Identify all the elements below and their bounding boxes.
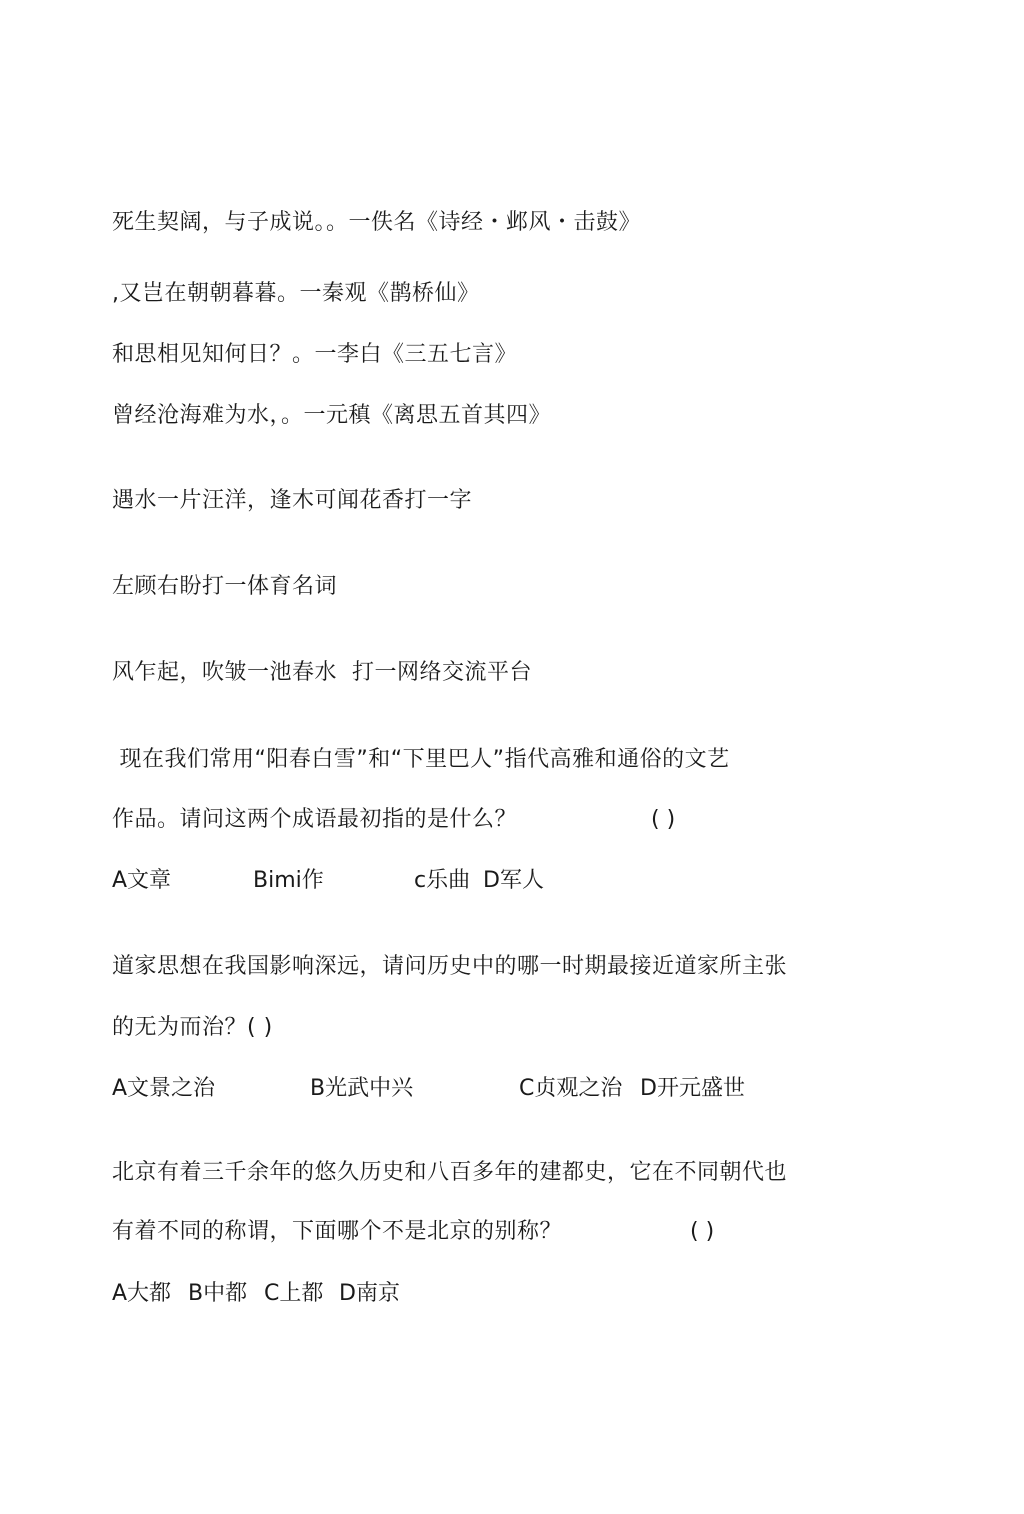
riddle-3: 风乍起，吹皱一池春水 打一网络交流平台 <box>112 660 532 685</box>
question-3-stem-line-1: 北京有着三千余年的悠久历史和八百多年的建都史，它在不同朝代也 <box>112 1160 788 1185</box>
poem-line-4: 曾经沧海难为水，。一元稹《离思五首其四》 <box>112 403 552 428</box>
question-2-option-a: A文景之治 <box>112 1076 216 1101</box>
question-1-options <box>112 866 872 896</box>
question-2-stem-line-1: 道家思想在我国影响深远，请问历史中的哪一时期最接近道家所主张 <box>112 954 788 979</box>
riddle-2: 左顾右盼打一体育名词 <box>112 574 338 599</box>
question-3-options <box>112 1279 872 1309</box>
question-2-options <box>112 1074 872 1104</box>
question-2-option-c: C贞观之治 <box>519 1076 623 1101</box>
question-1-stem-line-1: 现在我们常用“阳春白雪”和“下里巴人”指代高雅和通俗的文艺 <box>112 747 730 772</box>
question-3-answer-paren: ( ) <box>690 1219 715 1244</box>
question-1-option-d: D军人 <box>483 868 544 893</box>
question-3-option-c: C上都 <box>264 1281 324 1306</box>
question-1-option-b: Bimi作 <box>253 868 324 893</box>
question-3-option-d: D南京 <box>339 1281 400 1306</box>
poem-line-1: 死生契阔，与子成说。。一佚名《诗经・邺风・击鼓》 <box>112 210 642 235</box>
question-1-stem-line-2: 作品。请问这两个成语最初指的是什么？ <box>112 807 518 832</box>
question-3-stem-line-2: 有着不同的称谓，下面哪个不是北京的别称？ <box>112 1219 563 1244</box>
question-1-option-c: c乐曲 <box>414 868 471 893</box>
question-2-stem-line-2: 的无为而治？( ) <box>112 1015 273 1040</box>
riddle-1: 遇水一片汪洋，逢木可闻花香打一字 <box>112 488 473 513</box>
question-3-option-a: A大都 <box>112 1281 172 1306</box>
question-1-option-a: A文章 <box>112 868 172 893</box>
question-2-option-b: B光武中兴 <box>310 1076 414 1101</box>
question-1-answer-paren: ( ) <box>651 807 676 832</box>
poem-line-2: ,又岂在朝朝暮暮。一秦观《鹊桥仙》 <box>112 281 480 306</box>
question-2-option-d: D开元盛世 <box>640 1076 745 1101</box>
question-3-option-b: B中都 <box>188 1281 248 1306</box>
poem-line-3: 和思相见知何日？。一李白《三五七言》 <box>112 342 518 367</box>
